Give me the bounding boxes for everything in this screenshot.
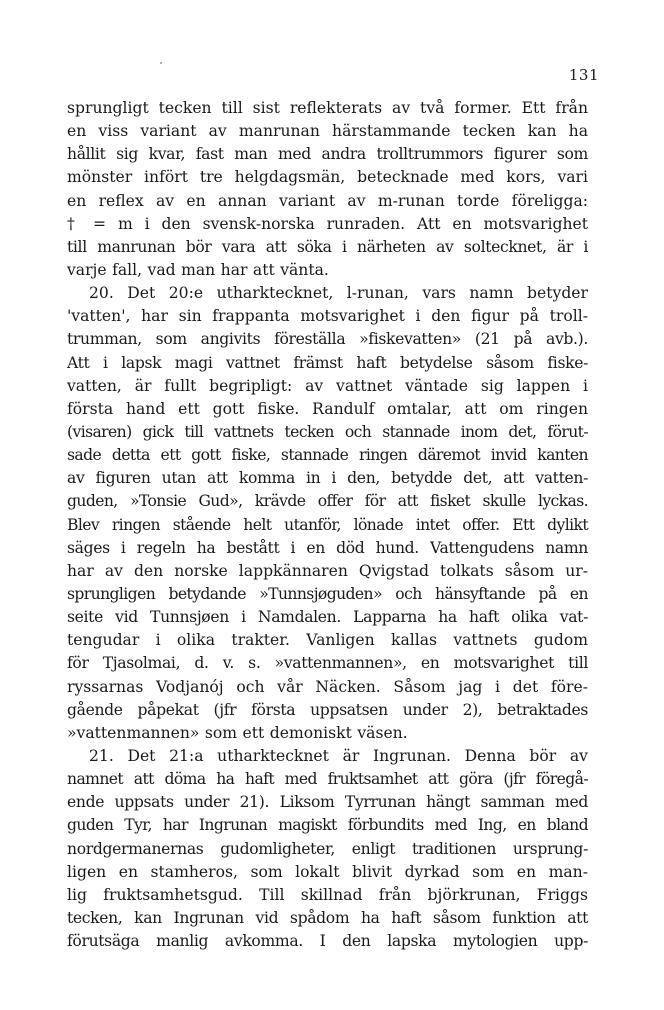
- text-line: ligen en stamheros, som lokalt blivit dyrkad som en man-: [67, 862, 588, 881]
- text-line: till manrunan bör vara att söka i närheten av soltecknet, är i: [67, 237, 588, 256]
- text-line: för Tjasolmai, d. v. s. »vattenmannen», en motsvarighet till: [67, 654, 588, 673]
- text-line: sprungligt tecken till sist reflekterats av två former. Ett från: [67, 99, 588, 117]
- text-line: Blev ringen stående helt utanför, lönade intet offer. Ett dylikt: [67, 515, 588, 534]
- text-line: första hand ett gott fiske. Randulf omtalar, att om ringen: [67, 399, 588, 418]
- text-line: nordgermanernas gudomligheter, enligt traditionen ursprung-: [67, 839, 588, 858]
- text-line: av figuren utan att komma in i den, betydde det, att vatten-: [67, 469, 588, 488]
- text-line: guden, »Tonsie Gud», krävde offer för att fisket skulle lyckas.: [67, 492, 588, 511]
- text-line: »vattenmannen» som ett demoniskt väsen.: [67, 723, 408, 742]
- text-line: 21. Det 21:a utharktecknet är Ingrunan. Denna bör av: [89, 746, 588, 765]
- text-line: har av den norske lappkännaren Qvigstad tolkats såsom ur-: [67, 561, 588, 580]
- text-line: trumman, som angivits föreställa »fiskevatten» (21 på avb.).: [67, 330, 588, 349]
- text-line: ryssarnas Vodjanój och vår Näcken. Såsom jag i det före-: [67, 677, 588, 696]
- text-line: Att i lapsk magi vattnet främst haft betydelse såsom fiske-: [67, 353, 588, 372]
- body-text: [67, 97, 588, 953]
- text-line: en reflex av en annan variant av m-runan torde föreligga:: [67, 191, 588, 210]
- text-line: † = m i den svensk-norska runraden. Att en motsvarighet: [67, 214, 588, 233]
- text-line: lig fruktsamhetsgud. Till skillnad från björkrunan, Friggs: [67, 885, 588, 904]
- text-line: sprungligen betydande »Tunnsjøguden» och hänsyftande på en: [67, 584, 588, 603]
- text-line: en viss variant av manrunan härstammande tecken kan ha: [67, 122, 588, 141]
- text-line: namnet att döma ha haft med fruktsamhet att göra (jfr föregå-: [67, 770, 588, 789]
- text-line: ende uppsats under 21). Liksom Tyrrunan hängt samman med: [67, 793, 588, 812]
- text-line: (visaren) gick till vattnets tecken och stannade inom det, förut-: [67, 422, 588, 441]
- text-line: gående påpekat (jfr första uppsatsen under 2), betraktades: [67, 700, 588, 719]
- text-line: seite vid Tunnsjøen i Namdalen. Lapparna ha haft olika vat-: [67, 608, 588, 627]
- text-line: varje fall, vad man har att vänta.: [67, 260, 329, 279]
- text-line: hållit sig kvar, fast man med andra trolltrummors figurer som: [67, 145, 588, 164]
- text-line: säges i regeln ha bestått i en död hund. Vattengudens namn: [67, 538, 588, 557]
- paper-speck: [160, 62, 162, 64]
- text-line: guden Tyr, har Ingrunan magiskt förbundits med Ing, en bland: [67, 816, 588, 835]
- text-line: vatten, är fullt begripligt: av vattnet väntade sig lappen i: [67, 376, 588, 395]
- text-line: tengudar i olika trakter. Vanligen kallas vattnets gudom: [67, 631, 588, 650]
- text-line: 20. Det 20:e utharktecknet, l-runan, vars namn betyder: [89, 284, 588, 303]
- page-number: 131: [568, 66, 599, 84]
- text-line: förutsäga manlig avkomma. I den lapska mytologien upp-: [67, 932, 588, 951]
- text-line: mönster infört tre helgdagsmän, betecknade med kors, vari: [67, 168, 588, 187]
- text-line: 'vatten', har sin frappanta motsvarighet i den figur på troll-: [67, 307, 588, 326]
- text-line: sade detta ett gott fiske, stannade ringen däremot invid kanten: [67, 446, 588, 465]
- text-line: tecken, kan Ingrunan vid spådom ha haft såsom funktion att: [67, 908, 588, 927]
